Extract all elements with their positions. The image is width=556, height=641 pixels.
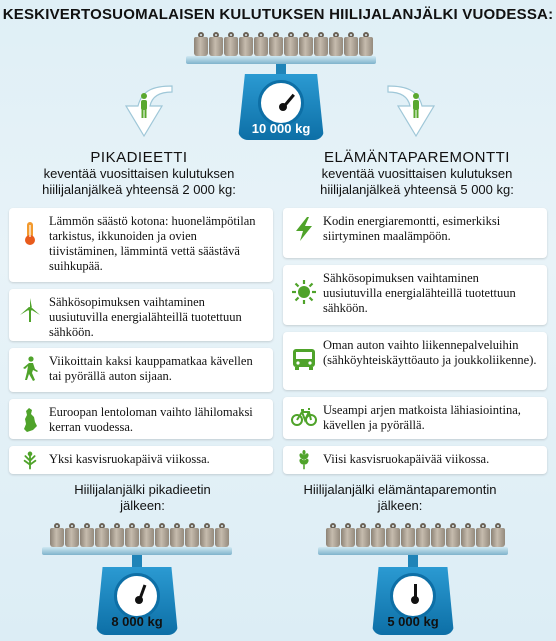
weights: [50, 523, 229, 547]
wheat-icon: [294, 450, 314, 470]
item-text: Viisi kasvisruokapäivää viikossa.: [323, 452, 490, 466]
scale-dial: [114, 573, 160, 619]
left-after-label: Hiilijalanjälki pikadieetin jälkeen:: [74, 482, 211, 513]
item-text: Lämmön säästö kotona: huonelämpötilan tarkistus, ikkunoiden ja ovien tiivistäminen, lämmintä vettä säästävä suihkupää.: [49, 214, 256, 273]
bus-icon: [291, 346, 317, 372]
item-text: Sähkösopimuksen vaihtaminen uusiutuvilla energialähteillä tuotettuun sähköön.: [323, 271, 516, 315]
weights: [326, 523, 505, 547]
right-title: ELÄMÄNTAPAREMONTTI: [324, 149, 510, 166]
left-item-card: [9, 208, 273, 282]
top-scale-weight: 10 000 kg: [251, 121, 311, 136]
item-text: Oman auton vaihto liikennepalveluihin (sähköyhteiskäyttöauto ja joukkoliikenne).: [323, 338, 537, 367]
left-scale-weight: 8 000 kg: [111, 614, 163, 629]
right-subtitle: keventää vuosittaisen kulutuksen hiilijalanjälkeä yhteensä 5 000 kg:: [320, 166, 514, 197]
scale-dial: [258, 80, 304, 126]
item-text: Yksi kasvisruokapäivä viikossa.: [49, 452, 210, 466]
top-scale: [186, 28, 376, 140]
wind-turbine-icon: [17, 297, 43, 323]
item-text: Kodin energiaremontti, esimerkiksi siirtyminen maalämpöön.: [323, 214, 501, 243]
left-heading: [8, 150, 270, 198]
left-arrow-icon: [114, 80, 174, 142]
weights: [194, 32, 373, 56]
bicycle-icon: [291, 404, 317, 430]
left-subtitle: keventää vuosittaisen kulutuksen hiilijalanjälkeä yhteensä 2 000 kg:: [42, 166, 236, 197]
item-text: Sähkösopimuksen vaihtaminen uusiutuvilla energialähteillä tuotettuun sähköön.: [49, 295, 242, 339]
item-text: Viikoittain kaksi kauppamatkaa kävellen tai pyörällä auton sijaan.: [49, 354, 253, 383]
right-item-card: [283, 265, 547, 325]
item-text: Useampi arjen matkoista lähiasiointina, kävellen ja pyörällä.: [323, 403, 521, 432]
infographic-title: KESKIVERTOSUOMALAISEN KULUTUKSEN HIILIJALANJÄLKI VUODESSA:: [2, 6, 554, 23]
walking-person-icon: [17, 356, 43, 382]
finland-map-icon: [17, 407, 43, 433]
right-scale: [318, 519, 508, 635]
right-item-card: [283, 208, 547, 258]
item-text: Euroopan lentoloman vaihto lähilomaksi kerran vuodessa.: [49, 405, 253, 434]
left-item-card: [9, 399, 273, 439]
right-item-card: [283, 332, 547, 390]
sun-icon: [291, 279, 317, 305]
right-arrow-icon: [386, 80, 446, 142]
left-title: PIKADIEETTI: [90, 149, 188, 166]
lightning-icon: [291, 216, 317, 242]
right-item-card: [283, 446, 547, 474]
right-after-label: Hiilijalanjälki elämäntaparemontin jälkeen:: [303, 482, 497, 513]
left-item-card: [9, 446, 273, 474]
thermometer-icon: [17, 220, 43, 246]
left-item-card: [9, 289, 273, 341]
right-heading: [284, 150, 550, 198]
scale-dial: [390, 573, 436, 619]
left-item-card: [9, 348, 273, 392]
leaf-icon: [20, 450, 40, 470]
left-scale: [42, 519, 232, 635]
right-scale-weight: 5 000 kg: [387, 614, 439, 629]
right-item-card: [283, 397, 547, 439]
